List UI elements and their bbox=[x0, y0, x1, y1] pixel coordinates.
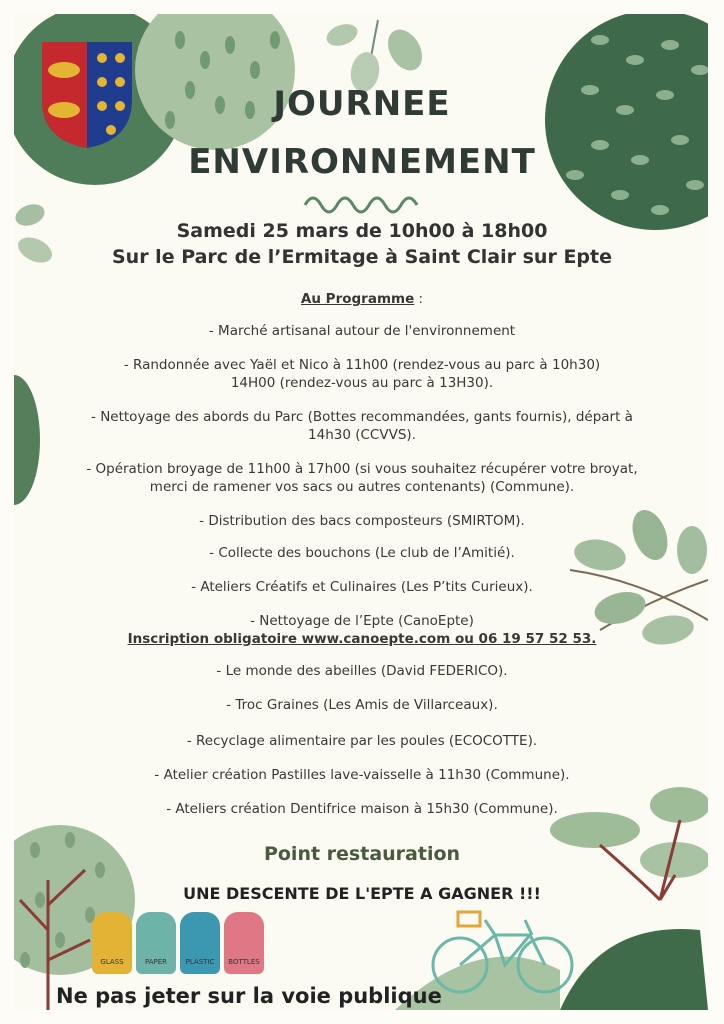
title-line-2: ENVIRONNEMENT bbox=[188, 142, 536, 182]
programme-item bbox=[0, 356, 724, 392]
programme-item-text-2: 14H00 (rendez-vous au parc à 13H30). bbox=[230, 375, 494, 391]
programme-item bbox=[0, 544, 724, 562]
footer-notice: Ne pas jeter sur la voie publique bbox=[56, 984, 442, 1008]
bin-paper-icon bbox=[136, 912, 176, 974]
programme-item bbox=[0, 662, 724, 680]
programme-item bbox=[0, 512, 724, 530]
bin-label: PAPER bbox=[144, 958, 168, 966]
programme-item bbox=[0, 578, 724, 596]
title-line-1: JOURNEE bbox=[273, 84, 451, 124]
programme-item-text: - Opération broyage de 11h00 à 17h00 (si vous souhaitez récupérer votre broyat, bbox=[86, 461, 638, 477]
programme-item bbox=[0, 800, 724, 818]
programme-item-text: - Marché artisanal autour de l'environnement bbox=[208, 323, 516, 339]
programme-item bbox=[0, 460, 724, 496]
event-date: Samedi 25 mars de 10h00 à 18h00 bbox=[176, 220, 548, 242]
bin-plastic-icon bbox=[180, 912, 220, 974]
bin-label: GLASS bbox=[100, 958, 124, 966]
programme-item bbox=[0, 696, 724, 714]
programme-item-text: - Ateliers création Dentifrice maison à 15h30 (Commune). bbox=[166, 801, 558, 817]
programme-item-text: - Collecte des bouchons (Le club de l’Amitié). bbox=[209, 545, 515, 561]
bin-label: BOTTLES bbox=[228, 958, 260, 966]
programme-item-text: - Nettoyage de l’Epte (CanoEpte) bbox=[250, 613, 474, 629]
programme-item-text: - Nettoyage des abords du Parc (Bottes recommandées, gants fournis), départ à bbox=[91, 409, 633, 425]
programme-heading bbox=[0, 290, 724, 308]
programme-item bbox=[0, 612, 724, 648]
programme-item bbox=[0, 322, 724, 340]
programme-item bbox=[0, 408, 724, 444]
programme-item-text-2: 14h30 (CCVVS). bbox=[308, 427, 416, 443]
programme-item-text: - Troc Graines (Les Amis de Villarceaux). bbox=[226, 697, 498, 713]
programme-item-text: - Recyclage alimentaire par les poules (ECOCOTTE). bbox=[186, 733, 538, 749]
restauration-note: Point restauration bbox=[263, 843, 461, 865]
programme-item bbox=[0, 732, 724, 750]
bin-bottles-icon bbox=[224, 912, 264, 974]
programme-item bbox=[0, 766, 724, 784]
registration-link[interactable]: Inscription obligatoire www.canoepte.com ou 06 19 57 52 53. bbox=[127, 631, 597, 647]
programme-item-text: - Distribution des bacs composteurs (SMIRTOM). bbox=[199, 513, 525, 529]
programme-item-text: - Atelier création Pastilles lave-vaisselle à 11h30 (Commune). bbox=[154, 767, 570, 783]
programme-heading-label: Au Programme bbox=[300, 291, 415, 307]
bin-label: PLASTIC bbox=[185, 958, 215, 966]
programme-item-text: - Ateliers Créatifs et Culinaires (Les P’tits Curieux). bbox=[191, 579, 533, 595]
prize-banner: UNE DESCENTE DE L'EPTE A GAGNER !!! bbox=[183, 884, 541, 903]
programme-item-text: - Randonnée avec Yaël et Nico à 11h00 (rendez-vous au parc à 10h30) bbox=[123, 357, 601, 373]
recycling-bins bbox=[92, 912, 272, 982]
bin-glass-icon bbox=[92, 912, 132, 974]
title-flourish bbox=[305, 198, 417, 212]
programme-heading-colon: : bbox=[414, 291, 424, 307]
programme-item-text: - Le monde des abeilles (David FEDERICO). bbox=[216, 663, 508, 679]
event-location: Sur le Parc de l’Ermitage à Saint Clair sur Epte bbox=[111, 246, 612, 268]
programme-item-text-2: merci de ramener vos sacs ou autres contenants) (Commune). bbox=[149, 479, 575, 495]
